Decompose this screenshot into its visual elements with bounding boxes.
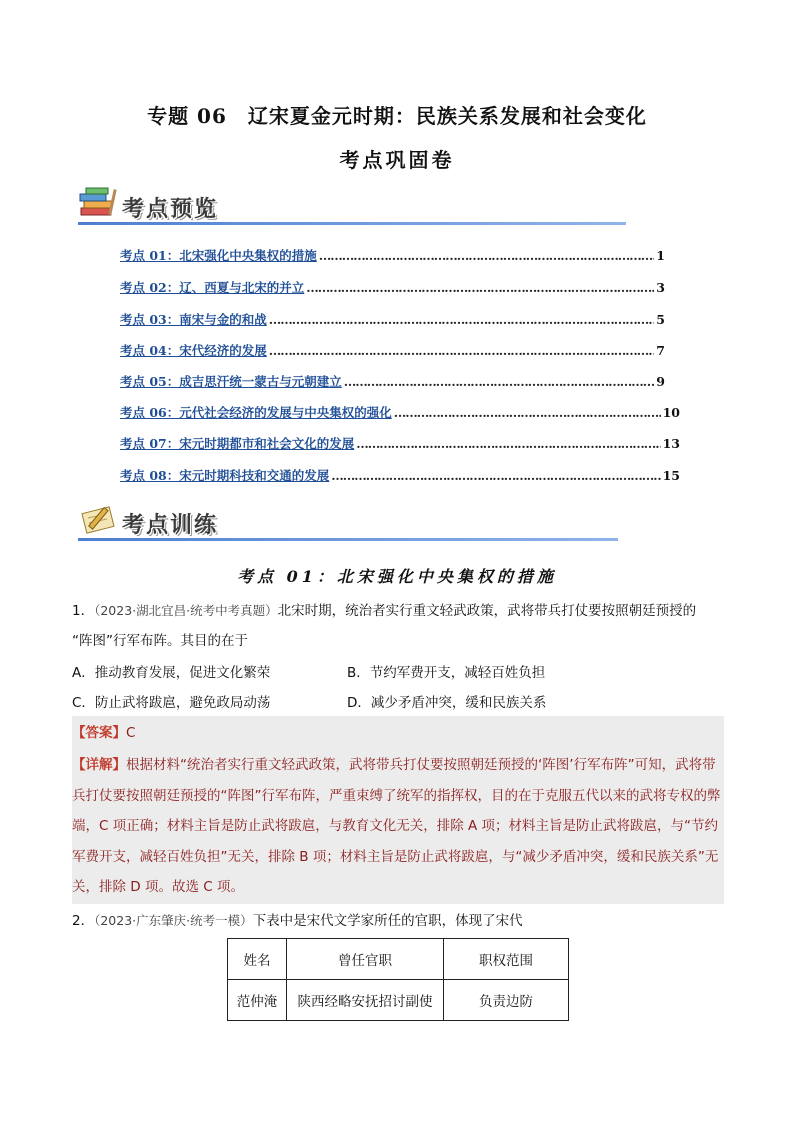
toc-page: 5: [656, 312, 665, 327]
option-c[interactable]: C．防止武将跋扈，避免政局动荡: [72, 695, 271, 711]
toc-link[interactable]: 考点 01：北宋强化中央集权的措施: [120, 248, 317, 263]
toc-page: 1: [656, 248, 665, 263]
preview-heading: 考点预览: [122, 197, 219, 222]
option-a[interactable]: A．推动教育发展，促进文化繁荣: [72, 665, 271, 681]
toc-link[interactable]: 考点 07：宋元时期都市和社会文化的发展: [120, 436, 355, 451]
answer-value: C: [126, 725, 136, 741]
option-d[interactable]: D．减少矛盾冲突，缓和民族关系: [347, 695, 547, 711]
question-text-cont: “阵图”行军布阵。其目的在于: [72, 633, 248, 649]
toc-page: 13: [662, 436, 680, 451]
preview-divider: [78, 222, 626, 225]
detail-text: 根据材料“统治者实行重文轻武政策，武将带兵打仗要按照朝廷预授的‘阵图’行军布阵”可知，武将带兵打仗要按照朝廷预授的“阵图”行军布阵，严重束缚了统军的指挥权，目的在于克服五代以来的武将专权的弊端，C 项正确；材料主旨是防止武将跋扈，与教育文化无关，排除 A 项；材料主旨是防止武将跋扈，与“节约军费开支，减轻百姓负担”无关，排除 B 项；材料主旨是防止武将跋扈，与“减少矛盾冲突，缓和民族关系”无关，排除 D 项。故选 C 项。: [72, 757, 721, 895]
table-header: 曾任官职: [287, 939, 444, 980]
officials-table: [227, 938, 569, 1021]
toc-link[interactable]: 考点 08：宋元时期科技和交通的发展: [120, 468, 330, 483]
knowledge-point-title: 考点 01：北宋强化中央集权的措施: [237, 567, 557, 586]
toc-page: 7: [656, 343, 665, 358]
detail-tag: 【详解】: [72, 757, 126, 773]
question-2-stem: [72, 906, 724, 936]
question-1-stem: [72, 596, 724, 656]
question-number: 2．: [72, 913, 95, 929]
question-number: 1．: [72, 603, 95, 619]
question-text: 下表中是宋代文学家所任的官职，体现了宋代: [252, 913, 523, 929]
toc-page: 10: [662, 405, 680, 420]
toc-item-7[interactable]: [120, 434, 680, 454]
table-header: 姓名: [228, 939, 287, 980]
question-source: （2023·湖北宜昌·统考中考真题）: [94, 603, 278, 618]
books-icon: [78, 186, 120, 222]
toc-link[interactable]: 考点 03：南宋与金的和战: [120, 312, 267, 327]
toc-item-1[interactable]: [120, 246, 665, 266]
training-heading: 考点训练: [122, 513, 219, 538]
document-title: 专题 06 辽宋夏金元时期：民族关系发展和社会变化: [147, 104, 647, 128]
table-header: 职权范围: [444, 939, 569, 980]
question-text: 北宋时期，统治者实行重文轻武政策，武将带兵打仗要按照朝廷预授的: [277, 603, 697, 619]
preview-section-header: [78, 186, 626, 230]
document-subtitle: 考点巩固卷: [339, 148, 455, 172]
toc-page: 15: [662, 468, 680, 483]
training-divider: [78, 538, 618, 541]
pencil-note-icon: [78, 502, 120, 538]
toc-item-2[interactable]: [120, 278, 665, 298]
option-b[interactable]: B．节约军费开支，减轻百姓负担: [347, 665, 546, 681]
answer-line: [72, 718, 135, 748]
toc-link[interactable]: 考点 04：宋代经济的发展: [120, 343, 267, 358]
toc-link[interactable]: 考点 06：元代社会经济的发展与中央集权的强化: [120, 405, 392, 420]
toc-link[interactable]: 考点 02：辽、西夏与北宋的并立: [120, 280, 305, 295]
table-cell: 负责边防: [444, 980, 569, 1021]
toc-page: 9: [656, 374, 665, 389]
table-row: [228, 980, 569, 1021]
toc-item-4[interactable]: [120, 341, 665, 361]
answer-detail: [72, 750, 724, 903]
table-header-row: [228, 939, 569, 980]
training-section-header: [78, 502, 618, 546]
table-cell: 范仲淹: [228, 980, 287, 1021]
question-source: （2023·广东肇庆·统考一模）: [94, 913, 253, 928]
toc-item-8[interactable]: [120, 466, 680, 486]
toc-link[interactable]: 考点 05：成吉思汗统一蒙古与元朝建立: [120, 374, 342, 389]
table-cell: 陕西经略安抚招讨副使: [287, 980, 444, 1021]
toc-item-3[interactable]: [120, 310, 665, 330]
answer-tag: 【答案】: [72, 725, 126, 741]
toc-page: 3: [656, 280, 665, 295]
toc-item-5[interactable]: [120, 372, 665, 392]
toc-item-6[interactable]: [120, 403, 680, 423]
